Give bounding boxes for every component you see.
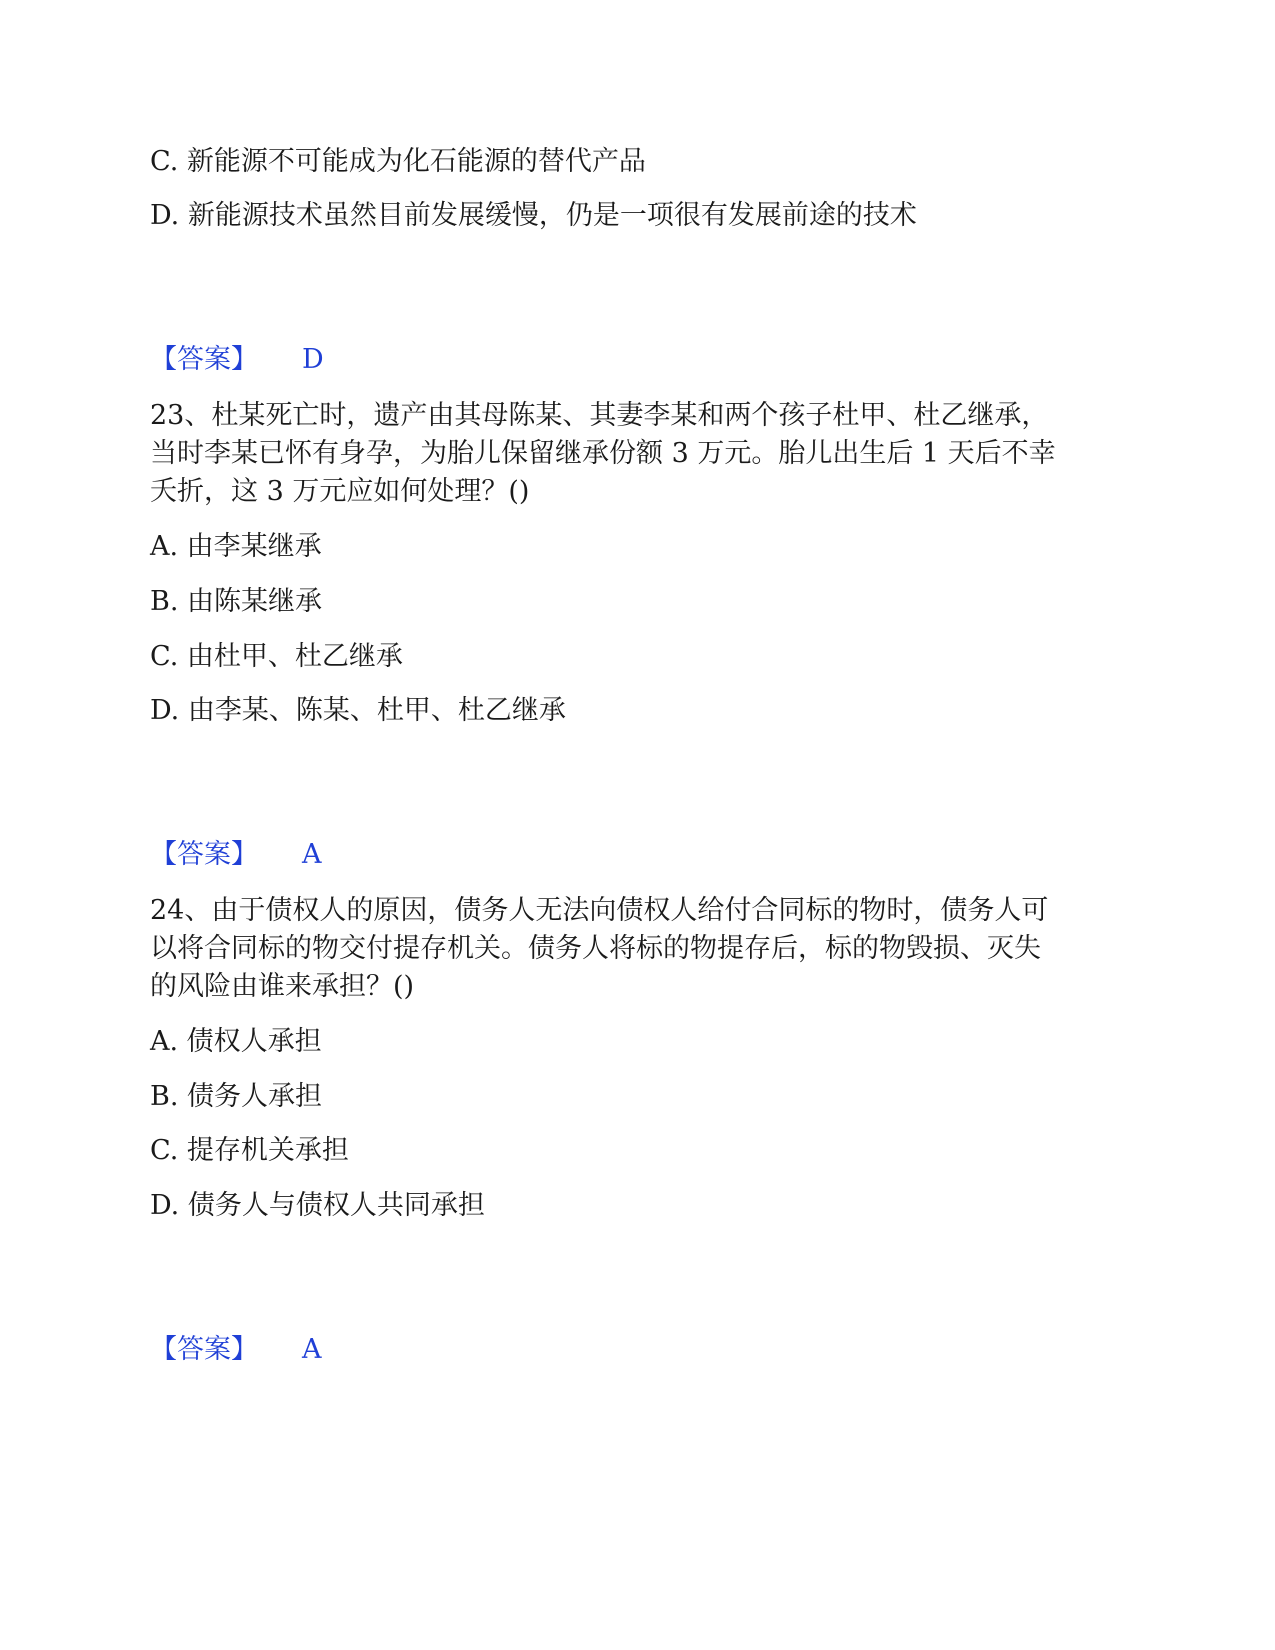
- q24-option-a: A. 债权人承担: [150, 1026, 322, 1057]
- q23-stem-line-1: 23、杜某死亡时，遗产由其母陈某、其妻李某和两个孩子杜甲、杜乙继承，: [150, 400, 1049, 431]
- q23-stem-line-2: 当时李某已怀有身孕，为胎儿保留继承份额 3 万元。胎儿出生后 1 天后不幸: [150, 438, 1056, 469]
- q22-option-d: D. 新能源技术虽然目前发展缓慢，仍是一项很有发展前途的技术: [150, 200, 917, 231]
- answer-value: D: [302, 344, 324, 375]
- answer-value: A: [302, 1334, 322, 1365]
- q23-option-a: A. 由李某继承: [150, 531, 322, 562]
- answer-value: A: [302, 839, 322, 870]
- answer-label: 【答案】: [150, 344, 258, 375]
- q23-option-b: B. 由陈某继承: [150, 586, 323, 617]
- q24-answer: [150, 1331, 322, 1369]
- q24-stem-line-3: 的风险由谁来承担？(): [150, 971, 415, 1002]
- q23-stem-line-3: 夭折，这 3 万元应如何处理？(): [150, 476, 530, 507]
- answer-label: 【答案】: [150, 1334, 258, 1365]
- q24-stem-line-2: 以将合同标的物交付提存机关。债务人将标的物提存后，标的物毁损、灭失: [150, 933, 1041, 964]
- q23-answer: [150, 836, 322, 874]
- answer-label: 【答案】: [150, 839, 258, 870]
- q24-stem-line-1: 24、由于债权人的原因，债务人无法向债权人给付合同标的物时，债务人可: [150, 895, 1049, 926]
- q23-option-c: C. 由杜甲、杜乙继承: [150, 641, 403, 672]
- q24-option-c: C. 提存机关承担: [150, 1135, 349, 1166]
- q22-answer: [150, 341, 324, 379]
- q24-option-d: D. 债务人与债权人共同承担: [150, 1190, 485, 1221]
- q24-option-b: B. 债务人承担: [150, 1081, 323, 1112]
- q22-option-c: C. 新能源不可能成为化石能源的替代产品: [150, 146, 646, 177]
- q23-option-d: D. 由李某、陈某、杜甲、杜乙继承: [150, 695, 566, 726]
